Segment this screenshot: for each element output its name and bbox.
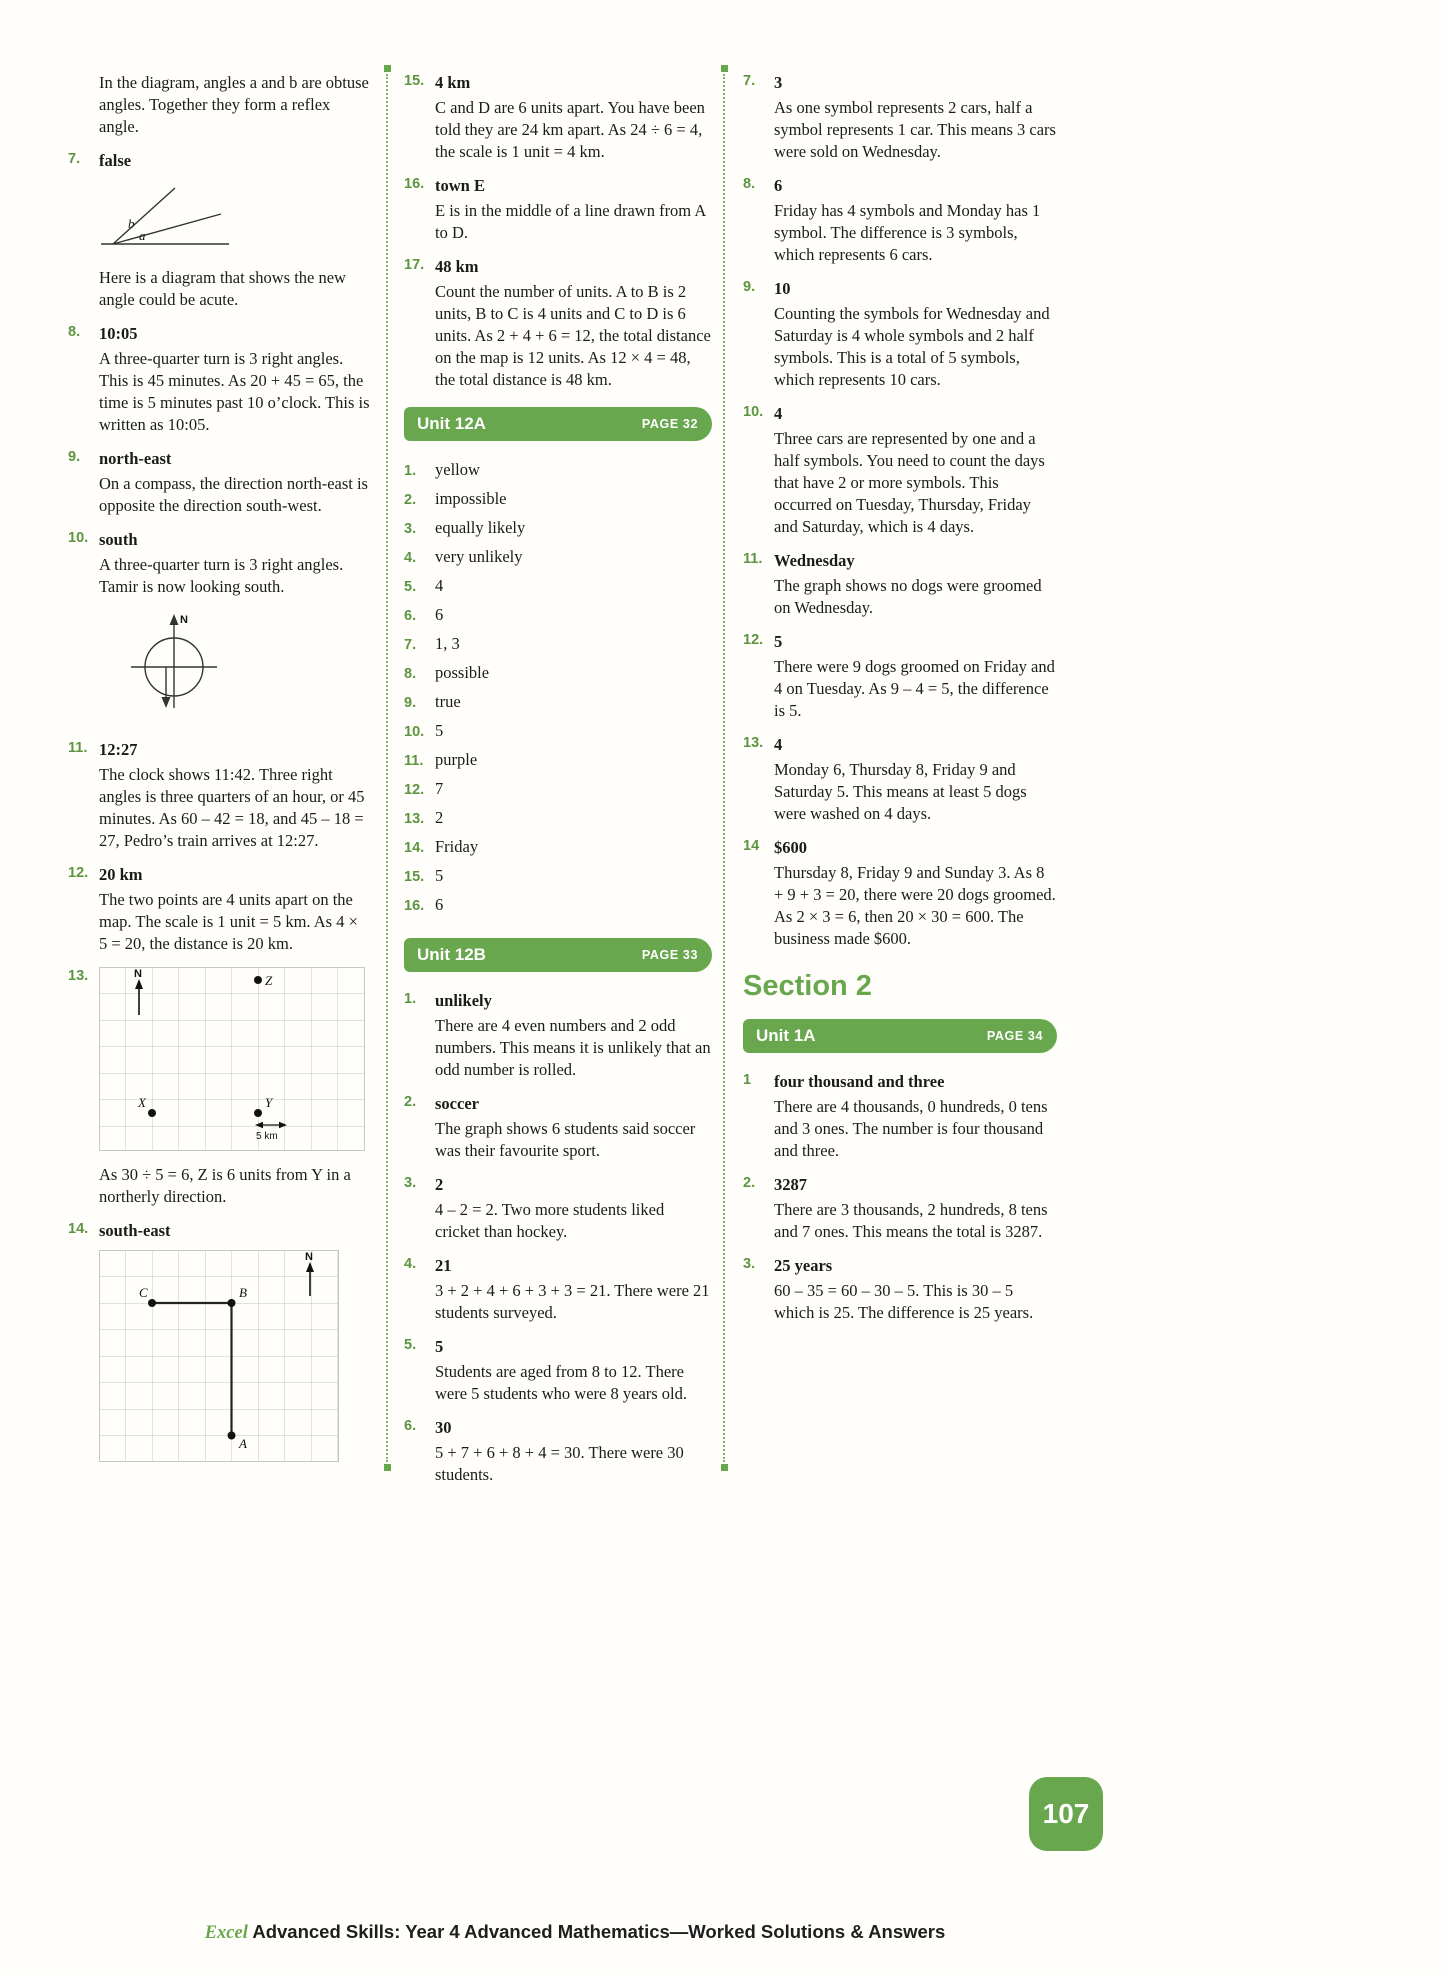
answer-text: yellow bbox=[435, 460, 480, 479]
unit-title: Unit 12B bbox=[417, 945, 486, 964]
answer-item-13 bbox=[68, 967, 370, 1208]
answer-text: four thousand and three bbox=[774, 1072, 945, 1091]
answer-number: 13. bbox=[404, 811, 425, 827]
answer-number: 8. bbox=[68, 324, 81, 340]
answer-explanation: E is in the middle of a line drawn from A to D. bbox=[435, 201, 706, 242]
answer-number: 1 bbox=[743, 1072, 752, 1088]
answer-item-10 bbox=[68, 529, 370, 727]
answer-text: 2 bbox=[435, 808, 444, 827]
answer-text: 48 km bbox=[435, 257, 479, 276]
answer-item-8 bbox=[68, 323, 370, 436]
answer-number: 2. bbox=[404, 492, 417, 508]
answer-explanation: C and D are 6 units apart. You have been told they are 24 km apart. As 24 ÷ 6 = 4, the scale is 1 unit = 4 km. bbox=[435, 98, 705, 161]
answer-explanation: There are 3 thousands, 2 hundreds, 8 tens and 7 ones. This means the total is 3287. bbox=[774, 1200, 1048, 1241]
answer-number: 3. bbox=[743, 1256, 756, 1272]
answer-item bbox=[404, 1336, 712, 1405]
answer-text: 20 km bbox=[99, 865, 143, 884]
answer-number: 12. bbox=[404, 782, 425, 798]
answer-explanation: Thursday 8, Friday 9 and Sunday 3. As 8 + 9 + 3 = 20, there were 20 dogs groomed. As 2 × 3 = 6, then 20 × 30 = 600. The business made $600. bbox=[774, 863, 1056, 948]
footer-brand: Excel bbox=[204, 1923, 248, 1943]
answer-explanation: The clock shows 11:42. Three right angles is three quarters of an hour, or 45 minutes. As 60 – 42 = 18, and 45 – 18 = 27, Pedro’s train arrives at 12:27. bbox=[99, 765, 365, 850]
answer-text: unlikely bbox=[435, 991, 492, 1010]
answer-explanation: Three cars are represented by one and a half symbols. You need to count the days that have 2 or more symbols. This occurred on Tuesday, Thursday, Friday and Saturday, which is 4 days. bbox=[774, 429, 1045, 536]
answer-item bbox=[404, 720, 712, 742]
answer-text: 6 bbox=[774, 176, 783, 195]
answer-text: 1, 3 bbox=[435, 634, 460, 653]
map-north-label: N bbox=[134, 968, 142, 980]
answer-explanation: The graph shows no dogs were groomed on Wednesday. bbox=[774, 576, 1042, 617]
point-label-c: C bbox=[139, 1285, 148, 1300]
answer-text: 5 bbox=[435, 721, 444, 740]
answer-item bbox=[404, 517, 712, 539]
answer-text: 2 bbox=[435, 1175, 444, 1194]
answer-text: 6 bbox=[435, 605, 444, 624]
answer-text: 30 bbox=[435, 1418, 452, 1437]
map-grid-diagram bbox=[99, 1250, 370, 1467]
answer-item bbox=[404, 865, 712, 887]
answer-item-16 bbox=[404, 175, 712, 244]
answer-item bbox=[743, 403, 1057, 538]
answer-number: 7. bbox=[68, 151, 81, 167]
answer-text: equally likely bbox=[435, 518, 526, 537]
answer-item bbox=[404, 778, 712, 800]
answer-text: 5 bbox=[435, 866, 444, 885]
answer-text: 25 years bbox=[774, 1256, 833, 1275]
answer-number: 10. bbox=[743, 404, 764, 420]
answer-explanation: There were 9 dogs groomed on Friday and 4 on Tuesday. As 9 – 4 = 5, the difference is 5. bbox=[774, 657, 1055, 720]
answer-explanation: On a compass, the direction north-east is opposite the direction south-west. bbox=[99, 474, 368, 515]
answer-item bbox=[743, 550, 1057, 619]
answer-number: 1. bbox=[404, 463, 417, 479]
answer-explanation: The graph shows 6 students said soccer was their favourite sport. bbox=[435, 1119, 696, 1160]
answer-item bbox=[743, 734, 1057, 825]
answer-number: 10. bbox=[68, 530, 89, 546]
answer-explanation: Monday 6, Thursday 8, Friday 9 and Saturday 5. This means at least 5 dogs were washed on 4 days. bbox=[774, 760, 1027, 823]
answer-item bbox=[743, 631, 1057, 722]
answer-text: possible bbox=[435, 663, 490, 682]
answer-number: 2. bbox=[743, 1175, 756, 1191]
answer-text: true bbox=[435, 692, 461, 711]
answer-text: Friday bbox=[435, 837, 479, 856]
answer-explanation: A three-quarter turn is 3 right angles. This is 45 minutes. As 20 + 45 = 65, the time is 5 minutes past 10 o’clock. This is written as 10:05. bbox=[99, 349, 370, 434]
answer-text: false bbox=[99, 151, 132, 170]
answer-explanation: 3 + 2 + 4 + 6 + 3 + 3 = 21. There were 21 students surveyed. bbox=[435, 1281, 710, 1322]
answer-number: 6. bbox=[404, 1418, 417, 1434]
answer-number: 16. bbox=[404, 898, 425, 914]
answer-item bbox=[404, 1174, 712, 1243]
page-number-badge bbox=[1029, 1777, 1103, 1851]
answer-number: 6. bbox=[404, 608, 417, 624]
answer-text: 3 bbox=[774, 73, 783, 92]
answer-explanation: There are 4 even numbers and 2 odd numbers. This means it is unlikely that an odd number is rolled. bbox=[435, 1016, 711, 1079]
answer-number: 7. bbox=[743, 73, 756, 89]
point-label-a: A bbox=[239, 1436, 247, 1451]
answer-explanation: There are 4 thousands, 0 hundreds, 0 tens and 3 ones. The number is four thousand and three. bbox=[774, 1097, 1048, 1160]
column-right bbox=[743, 72, 1057, 1336]
answer-number: 14. bbox=[404, 840, 425, 856]
answer-item bbox=[404, 546, 712, 568]
unit-1a-header bbox=[743, 1019, 1057, 1053]
answer-number: 10. bbox=[404, 724, 425, 740]
answer-explanation: 60 – 35 = 60 – 30 – 5. This is 30 – 5 which is 25. The difference is 25 years. bbox=[774, 1281, 1034, 1322]
answer-explanation: Students are aged from 8 to 12. There were 5 students who were 8 years old. bbox=[435, 1362, 688, 1403]
answer-number: 12. bbox=[68, 865, 89, 881]
answer-item-9 bbox=[68, 448, 370, 517]
answer-explanation: Counting the symbols for Wednesday and Saturday is 4 whole symbols and 2 half symbols. This is a total of 5 symbols, which represents 10 cars. bbox=[774, 304, 1050, 389]
answer-number: 1. bbox=[404, 991, 417, 1007]
answer-number: 11. bbox=[404, 753, 424, 769]
point-label-x: X bbox=[138, 1095, 146, 1110]
answer-item bbox=[404, 488, 712, 510]
answer-number: 7. bbox=[404, 637, 417, 653]
answer-text: 4 km bbox=[435, 73, 471, 92]
compass-diagram bbox=[119, 604, 370, 727]
answer-item bbox=[743, 1174, 1057, 1243]
answer-text: 21 bbox=[435, 1256, 452, 1275]
answer-item-7 bbox=[68, 150, 370, 311]
answer-text: Wednesday bbox=[774, 551, 855, 570]
answer-number: 14 bbox=[743, 838, 760, 854]
answer-number: 11. bbox=[68, 740, 88, 756]
angle-diagram bbox=[99, 178, 370, 261]
answer-text: 10:05 bbox=[99, 324, 138, 343]
unit-page-ref: PAGE 34 bbox=[986, 1029, 1043, 1043]
angle-label-b: b bbox=[128, 216, 135, 231]
answer-text: very unlikely bbox=[435, 547, 523, 566]
unit-page-ref: PAGE 33 bbox=[641, 948, 698, 962]
column-divider bbox=[386, 74, 388, 1462]
page-number: 107 bbox=[1042, 1798, 1090, 1829]
answer-number: 8. bbox=[743, 176, 756, 192]
answer-text: 10 bbox=[774, 279, 791, 298]
answer-text: 4 bbox=[774, 735, 783, 754]
answer-item bbox=[743, 837, 1057, 950]
answer-item bbox=[404, 1255, 712, 1324]
answer-item-17 bbox=[404, 256, 712, 391]
answer-number: 17. bbox=[404, 257, 425, 273]
answer-text: 4 bbox=[774, 404, 783, 423]
answer-text: 3287 bbox=[774, 1175, 807, 1194]
answer-text: north-east bbox=[99, 449, 172, 468]
answer-item-11 bbox=[68, 739, 370, 852]
answer-explanation: Count the number of units. A to B is 2 units, B to C is 4 units and C to D is 6 units. As 2 + 4 + 6 = 12, the total distance on the map is 12 units. As 12 × 4 = 48, the total distance is 48 km. bbox=[435, 282, 711, 389]
answer-item bbox=[404, 459, 712, 481]
compass-north-label: N bbox=[180, 614, 188, 626]
answer-number: 3. bbox=[404, 521, 417, 537]
answer-number: 3. bbox=[404, 1175, 417, 1191]
answer-number: 12. bbox=[743, 632, 764, 648]
answer-text: town E bbox=[435, 176, 485, 195]
page-footer bbox=[0, 1921, 1150, 1944]
answer-number: 9. bbox=[404, 695, 417, 711]
answer-item bbox=[743, 278, 1057, 391]
unit-12a-header bbox=[404, 407, 712, 441]
answer-item bbox=[404, 749, 712, 771]
answer-item bbox=[743, 1255, 1057, 1324]
answer-explanation: The two points are 4 units apart on the map. The scale is 1 unit = 5 km. As 4 × 5 = 20, the distance is 20 km. bbox=[99, 890, 358, 953]
answer-item-14 bbox=[68, 1220, 370, 1467]
answer-item-12 bbox=[68, 864, 370, 955]
answer-text: south-east bbox=[99, 1221, 171, 1240]
answer-text: 7 bbox=[435, 779, 444, 798]
answer-explanation: Friday has 4 symbols and Monday has 1 symbol. The difference is 3 symbols, which represents 6 cars. bbox=[774, 201, 1041, 264]
answer-explanation: As one symbol represents 2 cars, half a symbol represents 1 car. This means 3 cars were sold on Wednesday. bbox=[774, 98, 1056, 161]
column-middle bbox=[404, 72, 712, 1498]
answer-item bbox=[404, 691, 712, 713]
answer-item bbox=[404, 633, 712, 655]
answer-text: 12:27 bbox=[99, 740, 138, 759]
answer-item bbox=[404, 662, 712, 684]
point-label-y: Y bbox=[265, 1095, 273, 1110]
section-2-heading: Section 2 bbox=[743, 970, 872, 1002]
answer-explanation: A three-quarter turn is 3 right angles. Tamir is now looking south. bbox=[99, 555, 344, 596]
answer-number: 2. bbox=[404, 1094, 417, 1110]
answer-number: 4. bbox=[404, 1256, 417, 1272]
answer-item bbox=[404, 894, 712, 916]
answer-explanation: 5 + 7 + 6 + 8 + 4 = 30. There were 30 students. bbox=[435, 1443, 684, 1484]
map-grid-diagram bbox=[99, 967, 370, 1156]
answer-text: 4 bbox=[435, 576, 444, 595]
map-north-label: N bbox=[305, 1251, 313, 1263]
answer-number: 16. bbox=[404, 176, 425, 192]
answer-text: 5 bbox=[435, 1337, 444, 1356]
answer-number: 11. bbox=[743, 551, 763, 567]
unit-title: Unit 12A bbox=[417, 414, 486, 433]
answer-explanation: 4 – 2 = 2. Two more students liked cricket than hockey. bbox=[435, 1200, 665, 1241]
answer-item bbox=[404, 807, 712, 829]
answer-item bbox=[404, 604, 712, 626]
answer-number: 15. bbox=[404, 869, 425, 885]
answer-text: impossible bbox=[435, 489, 507, 508]
answer-number: 9. bbox=[68, 449, 81, 465]
answer-item bbox=[404, 575, 712, 597]
answer-text: $600 bbox=[774, 838, 807, 857]
answer-number: 5. bbox=[404, 579, 417, 595]
map-scale-label: 5 km bbox=[256, 1131, 278, 1142]
answer-explanation: As 30 ÷ 5 = 6, Z is 6 units from Y in a northerly direction. bbox=[99, 1165, 351, 1206]
answer-item bbox=[743, 1071, 1057, 1162]
answer-number: 14. bbox=[68, 1221, 89, 1237]
answer-text: purple bbox=[435, 750, 478, 769]
answer-text: 5 bbox=[774, 632, 783, 651]
column-left bbox=[68, 72, 370, 1479]
point-label-b: B bbox=[239, 1285, 247, 1300]
footer-title: Advanced Skills: Year 4 Advanced Mathematics—Worked Solutions & Answers bbox=[247, 1921, 946, 1942]
answer-number: 8. bbox=[404, 666, 417, 682]
answer-text: soccer bbox=[435, 1094, 479, 1113]
point-label-z: Z bbox=[265, 973, 273, 988]
answer-number: 5. bbox=[404, 1337, 417, 1353]
column-divider bbox=[723, 74, 725, 1462]
answer-number: 4. bbox=[404, 550, 417, 566]
answer-item-15 bbox=[404, 72, 712, 163]
answer-item bbox=[743, 175, 1057, 266]
answer-item bbox=[404, 836, 712, 858]
unit-page-ref: PAGE 32 bbox=[641, 417, 698, 431]
answer-item bbox=[404, 1093, 712, 1162]
answer-text: south bbox=[99, 530, 138, 549]
continued-paragraph: In the diagram, angles a and b are obtuse angles. Together they form a reflex angle. bbox=[99, 73, 369, 136]
answer-item bbox=[404, 1417, 712, 1486]
answer-explanation: Here is a diagram that shows the new angle could be acute. bbox=[99, 268, 346, 309]
answer-text: 6 bbox=[435, 895, 444, 914]
answer-number: 13. bbox=[68, 968, 89, 984]
answer-item bbox=[743, 72, 1057, 163]
answer-number: 9. bbox=[743, 279, 756, 295]
answer-number: 13. bbox=[743, 735, 764, 751]
unit-12b-header bbox=[404, 938, 712, 972]
angle-label-a: a bbox=[139, 228, 146, 243]
answer-item bbox=[404, 990, 712, 1081]
answer-number: 15. bbox=[404, 73, 425, 89]
unit-title: Unit 1A bbox=[756, 1026, 816, 1045]
